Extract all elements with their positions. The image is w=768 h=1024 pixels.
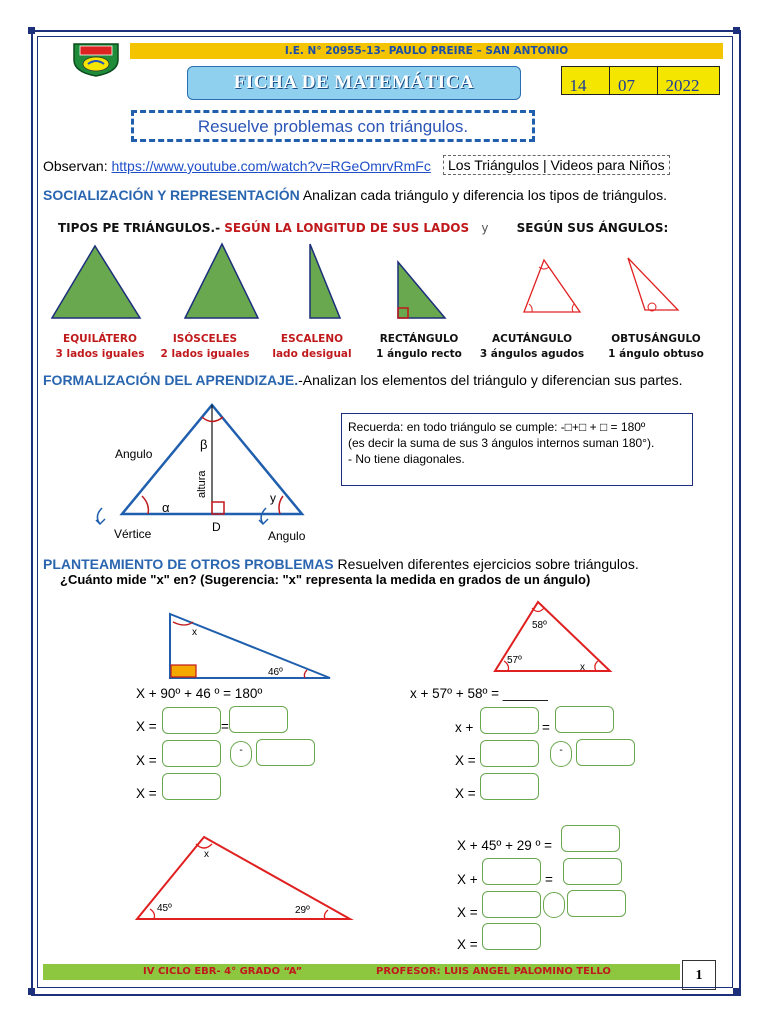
p4-eq-sign: = [545,872,553,887]
type-label: EQUILÁTERO 3 lados iguales [55,333,145,360]
p2-equation: x + 57º + 58º = ______ [410,686,548,701]
p2-eq-sign: = [542,720,550,735]
p4-operator-box[interactable] [543,892,565,918]
p2-x-eq: X = [455,753,476,768]
label-vertice: Vértice [114,527,152,541]
socializacion-heading: SOCIALIZACIÓN Y REPRESENTACIÓN [43,187,300,203]
p4-answer-box[interactable] [482,891,541,918]
p4-equation: X + 45º + 29 º = [457,838,553,853]
school-name-bar: I.E. N° 20955-13- PAULO PREIRE – SAN ANTONIO [130,43,723,59]
p4-answer-box[interactable] [563,858,622,885]
type-label: OBTUSÁNGULO 1 ángulo obtuso [608,333,704,360]
p2-answer-box[interactable] [480,740,539,767]
page-number: 1 [682,960,716,990]
p2-left-angle: 57º [507,655,522,666]
date-year: 2022 [657,66,720,95]
footer-grade: IV CICLO EBR- 4° GRADO “A” [143,966,303,977]
footer-teacher: PROFESOR: LUIS ANGEL PALOMINO TELLO [376,966,611,977]
p4-answer-box[interactable] [482,858,541,885]
corner-ornament [28,988,35,995]
corner-ornament [28,27,35,34]
types-connector: y [481,221,489,235]
p1-answer-box[interactable] [162,740,221,767]
p4-answer-box[interactable] [482,923,541,950]
label-alpha: α [162,500,170,515]
label-angulo-top: Angulo [115,447,153,461]
p1-equation: X + 90º + 46 º = 180º [136,686,263,701]
scalene-triangle [310,244,340,318]
recuerda-box [341,413,693,486]
video-link[interactable]: https://www.youtube.com/watch?v=RGeOmrvRmFc [111,158,431,174]
p3-left-angle: 45º [157,903,172,914]
formalizacion-text: -Analizan los elementos del triángulo y diferencian sus partes. [298,372,683,388]
date-month: 07 [609,66,658,95]
p1-minus-box: - [230,741,252,767]
socializacion-line [43,187,667,205]
p2-minus-box: - [550,741,572,767]
triangle-types-figure [40,240,730,325]
p1-x-label: x [192,627,197,638]
date-day: 14 [561,66,611,95]
p2-answer-box[interactable] [480,707,539,734]
acute-triangle [524,260,580,312]
p3-x-label: x [204,849,209,860]
formalizacion-line [43,372,683,390]
p1-answer-box[interactable] [162,707,221,734]
observe-line [43,158,431,174]
p1-x-eq: X = [136,719,157,734]
type-label: ISÓSCELES 2 lados iguales [160,333,250,360]
problem1-triangle [165,610,335,682]
p4-x-eq: X = [457,937,478,952]
p1-angle-label: 46º [268,667,283,678]
type-label: ESCALENO lado desigual [272,333,352,360]
types-by-sides: SEGÚN LA LONGITUD DE SUS LADOS [224,221,470,235]
planteamiento-heading: PLANTEAMIENTO DE OTROS PROBLEMAS [43,556,334,572]
label-angulo-bottom: Angulo [268,529,306,543]
objective-box: Resuelve problemas con triángulos. [131,110,535,142]
p2-x-eq: X = [455,786,476,801]
recuerda-line: (es decir la suma de sus 3 ángulos internos suman 180°). [348,436,655,450]
video-title-box[interactable]: Los Triángulos | Videos para Niños [443,155,670,175]
date-fields [562,66,720,95]
types-prefix: TIPOS PE TRIÁNGULOS.- [58,221,221,235]
p1-answer-box[interactable] [162,773,221,800]
corner-ornament [733,27,740,34]
p4-x-eq: X = [457,905,478,920]
recuerda-line: Recuerda: en todo triángulo se cumple: -□+□ + □ = 180º [348,420,646,434]
p1-x-eq: X = [136,786,157,801]
p1-answer-box[interactable] [229,706,288,733]
types-by-angles: SEGÚN SUS ÁNGULOS: [516,221,669,235]
planteamiento-text: Resuelven diferentes ejercicios sobre triángulos. [333,556,639,572]
label-beta: β [200,437,208,452]
equilateral-triangle [52,246,140,318]
p1-x-eq: X = [136,753,157,768]
formalizacion-heading: FORMALIZACIÓN DEL APRENDIZAJE. [43,372,299,388]
p2-x-plus: x + [455,720,474,735]
p1-eq-sign: = [221,719,229,734]
p1-answer-box[interactable] [256,739,315,766]
school-logo [68,40,124,78]
corner-ornament [733,988,740,995]
recuerda-line: - No tiene diagonales. [348,452,465,466]
footer-bar [43,964,680,980]
p2-answer-box[interactable] [576,739,635,766]
p2-answer-box[interactable] [555,706,614,733]
problem-question: ¿Cuánto mide "x" en? (Sugerencia: "x" representa la medida en grados de un ángulo) [60,572,591,587]
p2-answer-box[interactable] [480,773,539,800]
p2-x-label: x [580,662,585,673]
label-d: D [212,520,221,534]
label-y: y [270,491,276,505]
label-altura: altura [196,470,208,498]
isosceles-triangle [185,244,258,318]
socializacion-text: Analizan cada triángulo y diferencia los tipos de triángulos. [299,187,668,203]
right-triangle [398,262,445,318]
type-label: RECTÁNGULO 1 ángulo recto [376,333,462,360]
page-title: FICHA DE MATEMÁTICA [187,66,521,100]
p3-right-angle: 29º [295,905,310,916]
type-label: ACUTÁNGULO 3 ángulos agudos [479,333,585,360]
obtuse-triangle [628,258,678,310]
p4-answer-box[interactable] [561,825,620,852]
p4-answer-box[interactable] [567,890,626,917]
p2-top-angle: 58º [532,620,547,631]
types-row [58,221,668,235]
observe-label: Observan: [43,158,112,174]
p4-x-plus: X + [457,872,478,887]
